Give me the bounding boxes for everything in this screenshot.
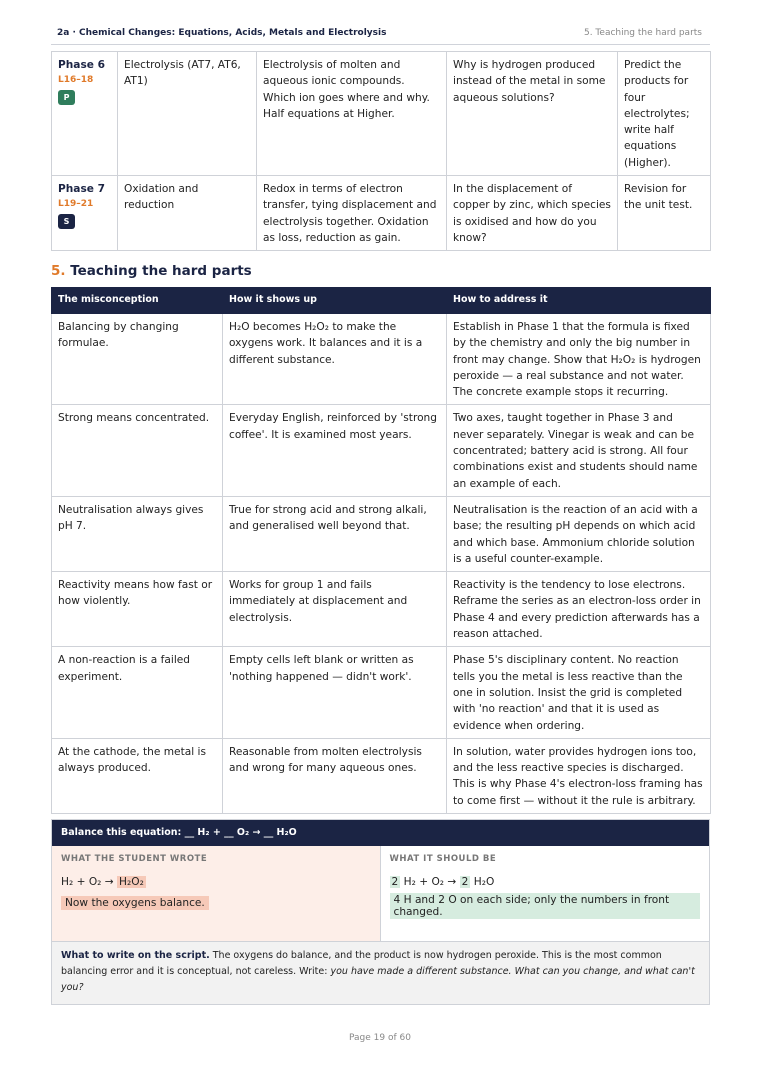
advice-quote: you have made a different substance. What can you change, and what can't you? [61,966,695,993]
table-row [52,572,711,647]
phase-topic: Oxidation and reduction [118,176,257,251]
misconception-cell: Neutralisation always gives pH 7. [52,496,223,571]
misconception-cell: Balancing by changing formulae. [52,314,223,405]
address-cell: Neutralisation is the reaction of an acid with a base; the resulting pH depends on which acid and which base. Ammonium chloride solution is a useful counter-example. [447,496,711,571]
phase-task: Revision for the unit test. [618,176,711,251]
example-title: Balance this equation: __ H₂ + __ O₂ → __ H₂O [52,820,709,846]
student-equation-product: H₂O₂ [119,876,144,888]
script-advice [52,941,709,1004]
table-row [52,405,711,496]
lesson-range: L16–18 [58,75,94,86]
phase-question: In the displacement of copper by zinc, which species is oxidised and how do you know? [447,176,618,251]
phase-content: Electrolysis of molten and aqueous ionic compounds. Which ion goes where and why. Half equations at Higher. [257,52,447,176]
phase-badge: S [58,214,75,229]
phase-cell [52,176,118,251]
correct-answer-label: WHAT IT SHOULD BE [389,854,497,864]
table-row [52,738,711,813]
address-cell: Reactivity is the tendency to lose electrons. Reframe the series as an electron-loss order in Phase 4 and every prediction afterwards has a reason attached. [447,572,711,647]
correct-note: 4 H and 2 O on each side; only the numbers in front changed. [390,893,701,919]
misconception-cell: Strong means concentrated. [52,405,223,496]
page-number: Page 19 of 60 [349,1033,411,1043]
shows-cell: True for strong acid and strong alkali, and generalised well beyond that. [223,496,447,571]
table-row [52,314,711,405]
misconception-table [51,287,711,814]
student-answer-panel [52,846,381,941]
lesson-range: L19–21 [58,199,94,210]
shows-cell: Everyday English, reinforced by 'strong coffee'. It is examined most years. [223,405,447,496]
table-row [52,52,711,176]
phase-name: Phase 6 [58,59,106,71]
phase-content: Redox in terms of electron transfer, tying displacement and electrolysis together. Oxidation as loss, reduction as gain. [257,176,447,251]
phase-badge: P [58,90,75,105]
section-heading [51,263,252,279]
student-note: Now the oxygens balance. [61,896,209,910]
table-header-row [52,288,711,314]
address-cell: Two axes, taught together in Phase 3 and never separately. Vinegar is weak and can be concentrated; battery acid is strong. All four combinations exist and students should name an example of each. [447,405,711,496]
table-row [52,647,711,738]
student-answer-label: WHAT THE STUDENT WROTE [61,854,208,864]
header-section-title: 5. Teaching the hard parts [583,28,702,38]
misconception-cell: Reactivity means how fast or how violently. [52,572,223,647]
table-row [52,496,711,571]
table-row [52,176,711,251]
shows-cell: H₂O becomes H₂O₂ to make the oxygens work. It balances and it is a different substance. [223,314,447,405]
address-cell: Establish in Phase 1 that the formula is fixed by the chemistry and only the big number in front may change. Show that H₂O₂ is hydrogen peroxide — a real substance and not water. The concrete example stops it recurring. [447,314,711,405]
section-number: 5. [51,263,66,279]
coefficient: 2 [391,876,399,888]
phase-table [51,51,711,251]
student-equation-prefix: H₂ + O₂ → [61,876,118,888]
worked-example-box [51,819,710,1005]
misconception-cell: At the cathode, the metal is always produced. [52,738,223,813]
shows-cell: Empty cells left blank or written as 'nothing happened — didn't work'. [223,647,447,738]
correct-answer-panel [381,846,710,941]
address-cell: Phase 5's disciplinary content. No reaction tells you the metal is less reactive than the one in solution. Insist the grid is completed with 'no reaction' and that it is used as evidence when ordering. [447,647,711,738]
advice-lead: What to write on the script. [61,950,210,961]
shows-cell: Reasonable from molten electrolysis and wrong for many aqueous ones. [223,738,447,813]
running-header [51,28,710,45]
address-cell: In solution, water provides hydrogen ions too, and the less reactive species is discharged. This is why Phase 4's electron-loss framing has to come first — without it the rule is arbitrary. [447,738,711,813]
phase-topic: Electrolysis (AT7, AT6, AT1) [118,52,257,176]
header-chapter-title: 2a · Chemical Changes: Equations, Acids, Metals and Electrolysis [57,28,387,38]
phase-name: Phase 7 [58,183,106,196]
column-header-misconception: The misconception [52,288,223,314]
column-header-address: How to address it [447,288,711,314]
advice-text: The oxygens do balance, and the product is now hydrogen peroxide. This is the most common balancing error and it is conceptual, not careless. Write: [61,950,662,977]
phase-task: Predict the products for four electrolytes; write half equations (Higher). [618,52,711,176]
section-title: Teaching the hard parts [70,263,252,279]
shows-cell: Works for group 1 and fails immediately at displacement and electrolysis. [223,572,447,647]
equation-product: H₂O [470,876,495,888]
example-columns [52,846,709,941]
student-equation [61,873,371,891]
column-header-shows: How it shows up [223,288,447,314]
phase-question: Why is hydrogen produced instead of the metal in some aqueous solutions? [447,52,618,176]
equation-middle: H₂ + O₂ → [400,876,460,888]
coefficient: 2 [461,876,469,888]
phase-cell [52,52,118,176]
correct-equation [390,873,701,891]
misconception-cell: A non-reaction is a failed experiment. [52,647,223,738]
